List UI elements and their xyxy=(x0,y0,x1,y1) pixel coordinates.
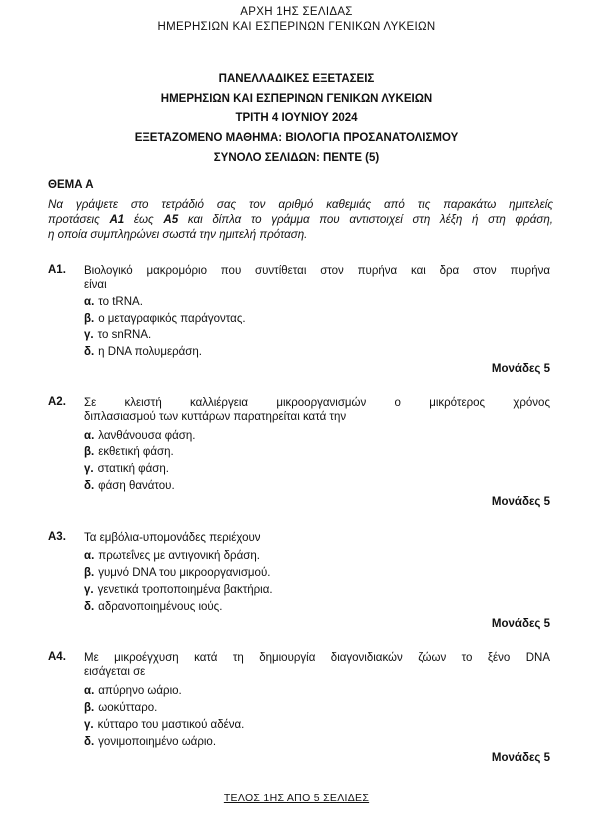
marks-label: Μονάδες 5 xyxy=(491,618,550,630)
marks-label: Μονάδες 5 xyxy=(491,363,550,375)
exam-title: ΠΑΝΕΛΛΑΔΙΚΕΣ ΕΞΕΤΑΣΕΙΣ xyxy=(218,73,375,85)
option: γ. γενετικά τροποποιημένα βακτήρια. xyxy=(84,584,273,596)
question-text-cont: είναι xyxy=(84,279,107,291)
question-text-cont: διπλασιασμού των κυττάρων παρατηρείται κατά την xyxy=(84,411,347,423)
option: β. γυμνό DNA του μικροοργανισμού. xyxy=(84,567,271,579)
marks-label: Μονάδες 5 xyxy=(491,752,550,764)
option: γ. το snRNA. xyxy=(84,329,152,341)
question-text: Βιολογικό μακρομόριο που συντίθεται στον πυρήνα και δρα στον πυρήνα xyxy=(84,265,550,277)
page-start-label: ΑΡΧΗ 1ΗΣ ΣΕΛΙΔΑΣ xyxy=(240,6,353,18)
option: α. λανθάνουσα φάση. xyxy=(84,430,196,442)
option: β. εκθετική φάση. xyxy=(84,446,174,458)
intro-line-1: Να γράψετε στο τετράδιό σας τον αριθμό καθεμιάς από τις παρακάτω ημιτελείς xyxy=(48,198,553,211)
question-number: Α4. xyxy=(48,651,66,663)
intro-a5: Α5 xyxy=(163,213,179,226)
option: α. πρωτεΐνες με αντιγονική δράση. xyxy=(84,550,260,562)
exam-page-count: ΣΥΝΟΛΟ ΣΕΛΙΔΩΝ: ΠΕΝΤΕ (5) xyxy=(213,152,380,164)
question-text-cont: εισάγεται σε xyxy=(84,666,146,678)
option: α. το tRNA. xyxy=(84,296,143,308)
school-label: ΗΜΕΡΗΣΙΩΝ ΚΑΙ ΕΣΠΕΡΙΝΩΝ ΓΕΝΙΚΩΝ ΛΥΚΕΙΩΝ xyxy=(157,21,436,33)
page-end-label: ΤΕΛΟΣ 1ΗΣ ΑΠΟ 5 ΣΕΛΙΔΕΣ xyxy=(223,792,370,804)
option: β. ωοκύτταρο. xyxy=(84,702,158,714)
marks-label: Μονάδες 5 xyxy=(491,496,550,508)
question-number: Α2. xyxy=(48,396,66,408)
question-text: Τα εμβόλια-υπομονάδες περιέχουν xyxy=(84,532,261,544)
exam-school: ΗΜΕΡΗΣΙΩΝ ΚΑΙ ΕΣΠΕΡΙΝΩΝ ΓΕΝΙΚΩΝ ΛΥΚΕΙΩΝ xyxy=(160,93,433,105)
option: γ. κύτταρο του μαστικού αδένα. xyxy=(84,719,245,731)
option: δ. αδρανοποιημένους ιούς. xyxy=(84,601,223,613)
question-text: Σε κλειστή καλλιέργεια μικροοργανισμών ο μικρότερος χρόνος xyxy=(84,397,550,409)
intro-line-2: προτάσεις Α1 έως Α5 και δίπλα το γράμμα που αντιστοιχεί στη λέξη ή στη φράση, xyxy=(48,213,553,226)
option: α. απύρηνο ωάριο. xyxy=(84,685,182,697)
option: γ. στατική φάση. xyxy=(84,463,169,475)
intro-a1: Α1 xyxy=(109,213,125,226)
option: δ. η DNA πολυμεράση. xyxy=(84,346,202,358)
question-text: Με μικροέγχυση κατά τη δημιουργία διαγονιδιακών ζώων το ξένο DNA xyxy=(84,652,550,664)
question-number: Α1. xyxy=(48,264,66,276)
question-number: Α3. xyxy=(48,531,66,543)
section-heading: ΘΕΜΑ Α xyxy=(48,179,94,191)
intro-line-3: η οποία συμπληρώνει σωστά την ημιτελή πρόταση. xyxy=(48,228,308,241)
option: δ. φάση θανάτου. xyxy=(84,480,175,492)
option: δ. γονιμοποιημένο ωάριο. xyxy=(84,736,217,748)
option: β. ο μεταγραφικός παράγοντας. xyxy=(84,313,246,325)
exam-subject: ΕΞΕΤΑΖΟΜΕΝΟ ΜΑΘΗΜΑ: ΒΙΟΛΟΓΙΑ ΠΡΟΣΑΝΑΤΟΛΙΣΜΟΥ xyxy=(134,132,459,144)
exam-date: ΤΡΙΤΗ 4 ΙΟΥΝΙΟΥ 2024 xyxy=(235,112,358,124)
